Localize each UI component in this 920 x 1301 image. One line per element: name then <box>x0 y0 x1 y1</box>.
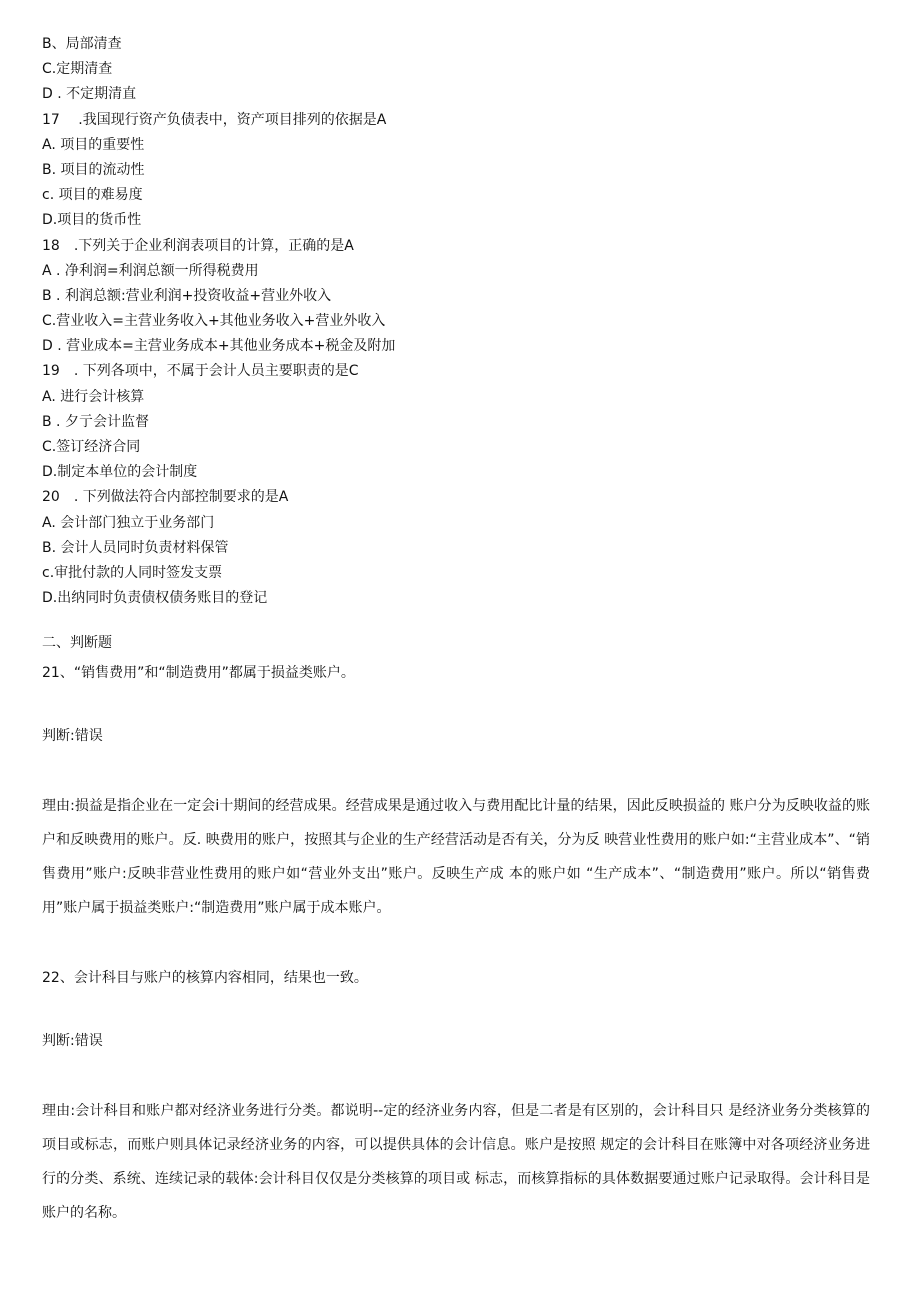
option-17b: B. 项目的流动性 <box>42 161 145 178</box>
option-16b: B、局部清查 <box>42 36 122 52</box>
option-17a: A. 项目的重要性 <box>42 136 145 153</box>
option-18b: B . 利润总额:营业利润+投资收益+营业外收入 <box>42 287 332 304</box>
option-18c: C.营业收入=主营业务收入+其他业务收入+营业外收入 <box>42 313 386 330</box>
option-20b: B. 会计人员同时负责材料保管 <box>42 539 229 556</box>
option-20c: c.审批付款的人同时签发支票 <box>42 564 223 581</box>
judgement-21: 判断:错误 <box>42 728 103 745</box>
document-page <box>42 32 880 1230</box>
option-20d: D.出纳同时负责债权债务账目的登记 <box>42 590 268 607</box>
question-17: 17 .我国现行资产负债表中，资产项目排列的依据是A <box>42 111 387 128</box>
question-20: 20 . 下列做法符合内部控制要求的是A <box>42 489 289 506</box>
question-19: 19 . 下列各项中，不属于会计人员主要职责的是C <box>42 363 359 380</box>
question-18: 18 .下列关于企业利润表项目的计算，正确的是A <box>42 237 354 254</box>
question-22: 22、会计科目与账户的核算内容相同，结果也一致。 <box>42 970 368 987</box>
question-21: 21、“销售费用”和“制造费用”都属于损益类账户。 <box>42 665 355 682</box>
option-18d: D . 营业成本=主营业务成本+其他业务成本+税金及附加 <box>42 338 396 355</box>
option-19c: C.签订经济合同 <box>42 439 141 455</box>
choice-list <box>42 32 880 611</box>
option-17c: c. 项目的难易度 <box>42 187 143 204</box>
option-16d: D . 不定期清直 <box>42 86 137 103</box>
judgement-22: 判断:错误 <box>42 1033 103 1050</box>
option-19b: B . 夕亍会计监督 <box>42 413 149 430</box>
option-19d: D.制定本单位的会计制度 <box>42 464 198 481</box>
option-19a: A. 进行会计核算 <box>42 388 145 405</box>
option-18a: A . 净利润=利润总额一所得税费用 <box>42 262 259 279</box>
reason-21: 理由:损益是指企业在一定会i十期间的经营成果。经营成果是通过收入与费用配比计量的结果，因此反映损益的 账户分为反映收益的账户和反映费用的账户。反. 映费用的账户，按照其与企业的生产经营活动是否有关，分为反 映营业性费用的账户如:“主营业成本”、“销售费用”账户:反映非营业性费用的账户如“营业外支出”账户。反映生产成 本的账户如 “生产成本”、“制造费用”账户。所以“销售费用”账户属于损益类账户:“制造费用”账户属于成本账户。 <box>42 798 870 917</box>
reason-22: 理由:会计科目和账户都对经济业务进行分类。都说明--定的经济业务内容，但是二者是有区别的，会计科目只 是经济业务分类核算的项目或标志，而账户则具体记录经济业务的内容，可以提供具体的会计信息。账户是按照 规定的会计科目在账簿中对各项经济业务进行的分类、系统、连续记录的载体:会计科目仅仅是分类核算的项目或 标志，而核算指标的具体数据要通过账户记录取得。会计科目是账户的名称。 <box>42 1103 870 1222</box>
option-20a: A. 会计部门独立于业务部门 <box>42 514 215 531</box>
option-17d: D.项目的货币性 <box>42 212 142 229</box>
option-16c: C.定期清查 <box>42 61 113 78</box>
section-title: 二、判断题 <box>42 635 112 652</box>
